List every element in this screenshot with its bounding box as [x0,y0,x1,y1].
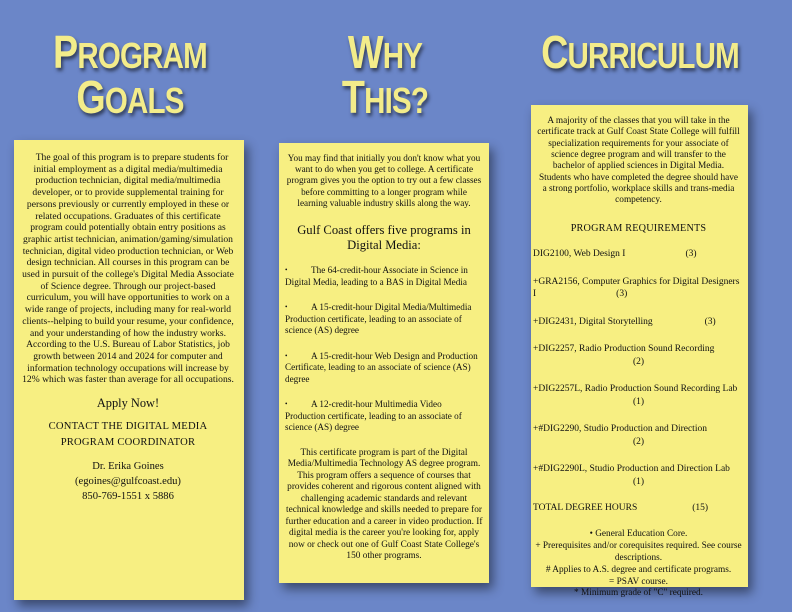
bullet-icon [285,303,311,312]
curriculum-panel [531,105,748,599]
why-this-panel [279,143,489,583]
program-goals-title: PROGRAM GOALS [53,26,207,124]
goals-body: The goal of this program is to prepare students for initial employment as a digital media/multimedia production technician, digital media/multimedia developer, or to provide supplemental training for persons previously or currently employed in these or related occupations. Graduates of this certificate program could potentially obtain entry positions as graphic artist technician, animation/gaming/simulation technician, digital video production technician, or Web design technician. All courses in this program can be used in pursuit of the college's Digital Media Associate of Science degree. Through our project-based curriculum, you will have opportunities to work on a wide range of projects, including many for real-world clients--helping to build your resume, your confidence, and your understanding of how the industry works. According to the U.S. Bureau of Labor Statistics, job growth between 2014 and 2024 for computer and information technology occupations will increase by 12% which was faster than average for all occupations. [22,152,234,386]
requirements-heading: PROGRAM REQUIREMENTS [570,222,707,234]
program-goals-panel [14,140,244,600]
curriculum-notes [533,529,744,600]
note-minimum-grade: * Minimum grade of "C" required. [574,588,703,599]
list-item: +DIG2257, Radio Production Sound Recording (2) [533,344,715,367]
list-item: +GRA2156, Computer Graphics for Digital Designers I (3) [533,276,740,300]
coordinator-info [22,459,234,504]
list-item: +#DIG2290L, Studio Production and Direction Lab (1) [533,464,730,487]
list-item: •A 15-credit-hour Web Design and Production Certificate, leading to an associate of science (AS) degree [285,351,483,386]
coordinator-phone: 850-769-1551 x 5886 [82,491,174,503]
note-psav: = PSAV course. [609,576,668,587]
total-degree-hours: TOTAL DEGREE HOURS (15) [533,503,709,514]
bullet-icon [285,266,311,275]
list-item: DIG2100, Web Design I (3) [533,249,697,260]
apply-now: Apply Now! [96,396,160,411]
bullet-icon [285,352,311,361]
certificate-description: This certificate program is part of the Digital Media/Multimedia Technology AS degree program. This program offers a sequence of courses that provides coherent and rigorous content aligned with challenging academic standards and relevant technical knowledge and skills needed to prepare for further education and a career in video production. If digital media is the career you're looking for, apply now or check out one of Gulf Coast State College's 150 other programs. [285,447,483,562]
why-intro: You may find that initially you don't know what you want to do when you get to college. A certificate program gives you the option to try out a few classes before committing to a longer program while learning valuable industry skills along the way. [286,153,482,208]
note-applies: # Applies to A.S. degree and certificate programs. [545,564,732,575]
list-item: •A 12-credit-hour Multimedia Video Production certificate, leading to an associate of science (AS) degree [285,399,483,434]
list-item: •The 64-credit-hour Associate in Science in Digital Media, leading to a BAS in Digital Media [285,265,483,288]
programs-heading: Gulf Coast offers five programs in Digital Media: [297,223,471,253]
curriculum-title: CURRICULUM [541,26,739,78]
list-item: +#DIG2290, Studio Production and Direction (2) [533,424,707,447]
contact-heading: CONTACT THE DIGITAL MEDIA PROGRAM COORDINATOR [48,421,208,449]
course-list [533,248,744,488]
programs-list [285,265,483,434]
curriculum-intro: A majority of the classes that you will take in the certificate track at Gulf Coast State College will fulfill specialization requirements for your associate of science degree program and will transfer to the bachelor of applied sciences in Digital Media. Students who have completed the degree should have a strong portfolio, workplace skills and trans-media competency. [537,116,740,206]
list-item: •A 15-credit-hour Digital Media/Multimedia Production certificate, leading to an associate of science (AS) degree [285,302,483,337]
note-prerequisites: + Prerequisites and/or corequisites required. See course descriptions. [535,540,742,563]
note-general-education: • General Education Core. [589,529,688,540]
list-item: +DIG2431, Digital Storytelling (3) [533,316,716,327]
coordinator-email: (egoines@gulfcoast.edu) [75,476,181,487]
why-this-title: WHY THIS? [341,26,429,124]
list-item: +DIG2257L, Radio Production Sound Recording Lab (1) [533,384,738,407]
coordinator-name: Dr. Erika Goines [92,460,164,472]
bullet-icon [285,400,311,409]
